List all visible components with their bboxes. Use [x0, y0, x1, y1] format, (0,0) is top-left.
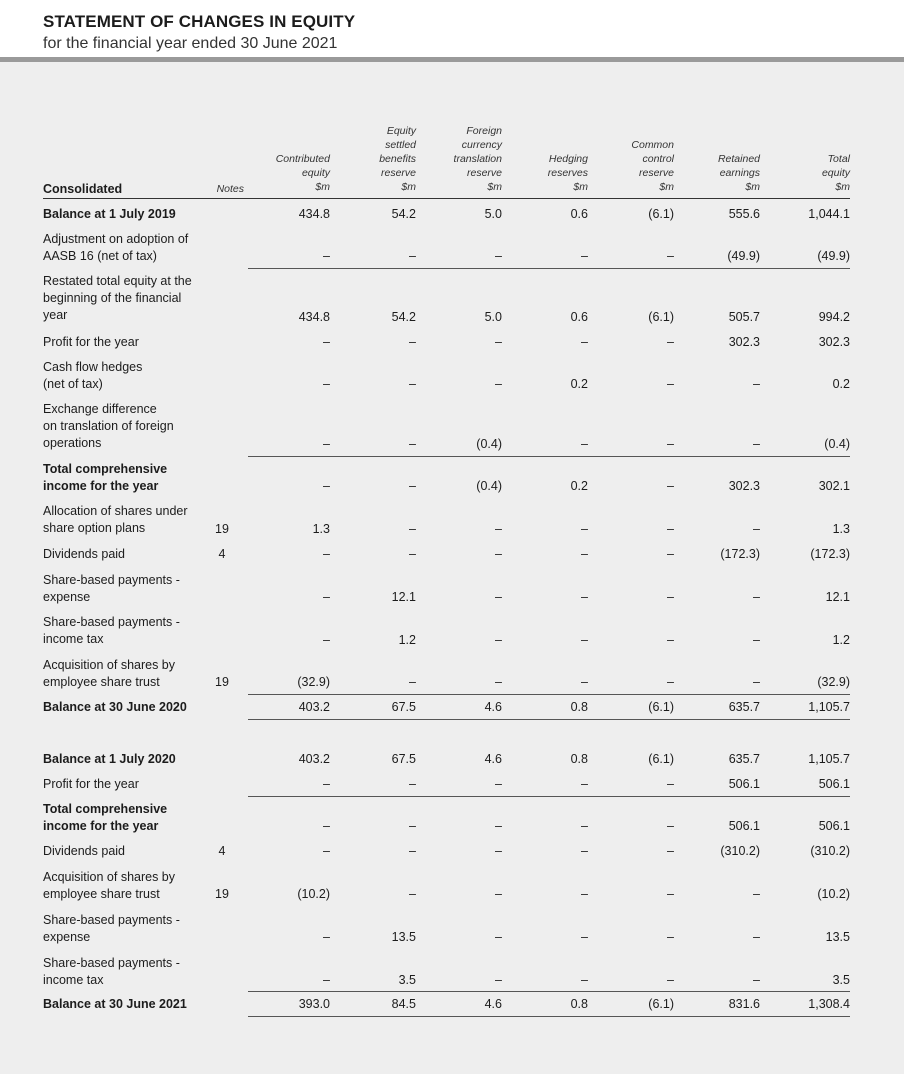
cell: 505.7: [728, 310, 760, 324]
cell: –: [323, 930, 330, 944]
header-notes: Notes: [216, 183, 244, 195]
cell: 506.1: [728, 819, 760, 833]
cell: –: [581, 437, 588, 451]
cell: 1.3: [312, 522, 330, 536]
cell: –: [753, 930, 760, 944]
header-foreign-currency-translation-reserve: Foreign currency translation reserve $m: [453, 125, 502, 193]
cell: 5.0: [484, 310, 502, 324]
cell: 302.1: [818, 479, 850, 493]
cell: 302.3: [818, 335, 850, 349]
cell: –: [409, 887, 416, 901]
cell: –: [753, 675, 760, 689]
cell: (0.4): [476, 437, 502, 451]
cell: –: [667, 819, 674, 833]
cell: –: [495, 522, 502, 536]
cell: 1,044.1: [808, 207, 850, 221]
cell: –: [495, 930, 502, 944]
cell: 1,105.7: [808, 700, 850, 714]
header-retained-earnings: Retained earnings $m: [717, 153, 760, 193]
cell: 0.6: [570, 310, 588, 324]
row-label: Share-based payments - expense: [43, 573, 180, 604]
cell: 434.8: [298, 207, 330, 221]
cell: –: [409, 377, 416, 391]
cell: –: [409, 547, 416, 561]
row-note: 4: [218, 844, 226, 858]
cell: 54.2: [391, 310, 416, 324]
cell: –: [323, 633, 330, 647]
row-label: Profit for the year: [43, 777, 139, 791]
cell: –: [495, 590, 502, 604]
cell: 3.5: [398, 973, 416, 987]
cell: –: [323, 547, 330, 561]
cell: –: [667, 377, 674, 391]
cell: –: [581, 590, 588, 604]
cell: –: [667, 249, 674, 263]
cell: 13.5: [825, 930, 850, 944]
cell: 635.7: [728, 700, 760, 714]
cell: –: [581, 249, 588, 263]
cell: 0.8: [570, 997, 588, 1011]
row-note: 19: [215, 522, 229, 536]
cell: –: [667, 522, 674, 536]
cell: –: [323, 377, 330, 391]
cell: –: [753, 522, 760, 536]
cell: (49.9): [727, 249, 760, 263]
cell: 0.2: [570, 479, 588, 493]
cell: 831.6: [728, 997, 760, 1011]
row-label: Acquisition of shares by employee share trust: [43, 658, 176, 689]
cell: –: [323, 819, 330, 833]
row-label: Balance at 1 July 2019: [43, 207, 176, 221]
cell: 4.6: [484, 997, 502, 1011]
cell: –: [753, 633, 760, 647]
header-hedging-reserves: Hedging reserves $m: [547, 153, 588, 193]
cell: –: [323, 777, 330, 791]
cell: (172.3): [810, 547, 850, 561]
row-label: Share-based payments - income tax: [43, 615, 180, 646]
cell: –: [667, 335, 674, 349]
cell: 506.1: [818, 819, 850, 833]
cell: –: [753, 973, 760, 987]
header-divider: [43, 198, 850, 199]
row-divider: [248, 796, 850, 797]
cell: 12.1: [391, 590, 416, 604]
cell: –: [409, 675, 416, 689]
cell: 0.8: [570, 700, 588, 714]
cell: 84.5: [391, 997, 416, 1011]
row-label: Profit for the year: [43, 335, 139, 349]
cell: 67.5: [391, 752, 416, 766]
cell: –: [409, 777, 416, 791]
cell: –: [581, 335, 588, 349]
cell: –: [667, 887, 674, 901]
row-label: Restated total equity at the beginning of the financial year: [43, 274, 192, 322]
cell: 0.6: [570, 207, 588, 221]
cell: 5.0: [484, 207, 502, 221]
cell: –: [409, 819, 416, 833]
cell: –: [753, 377, 760, 391]
cell: –: [753, 437, 760, 451]
cell: 1,105.7: [808, 752, 850, 766]
cell: –: [667, 437, 674, 451]
cell: 1.2: [832, 633, 850, 647]
cell: 555.6: [728, 207, 760, 221]
cell: –: [581, 887, 588, 901]
cell: –: [667, 590, 674, 604]
cell: –: [667, 479, 674, 493]
row-label: Balance at 30 June 2021: [43, 997, 187, 1011]
cell: (0.4): [476, 479, 502, 493]
cell: –: [581, 547, 588, 561]
cell: (6.1): [648, 700, 674, 714]
cell: –: [323, 844, 330, 858]
row-label: Balance at 30 June 2020: [43, 700, 187, 714]
cell: 434.8: [298, 310, 330, 324]
cell: 13.5: [391, 930, 416, 944]
cell: –: [409, 522, 416, 536]
cell: (10.2): [817, 887, 850, 901]
cell: (0.4): [824, 437, 850, 451]
cell: (172.3): [720, 547, 760, 561]
cell: –: [667, 547, 674, 561]
cell: –: [409, 335, 416, 349]
row-label: Acquisition of shares by employee share trust: [43, 870, 176, 901]
header-contributed-equity: Contributed equity $m: [275, 153, 330, 193]
cell: 0.2: [570, 377, 588, 391]
row-label: Share-based payments - expense: [43, 913, 180, 944]
row-label: Cash flow hedges (net of tax): [43, 360, 143, 391]
cell: –: [323, 973, 330, 987]
header-equity-settled-benefits-reserve: Equity settled benefits reserve $m: [379, 125, 416, 193]
row-divider: [248, 719, 850, 720]
cell: 3.5: [832, 973, 850, 987]
row-label: Share-based payments - income tax: [43, 956, 180, 987]
row-label: Dividends paid: [43, 547, 125, 561]
cell: 506.1: [818, 777, 850, 791]
row-label: Total comprehensive income for the year: [43, 802, 168, 833]
cell: –: [581, 819, 588, 833]
cell: –: [667, 777, 674, 791]
cell: –: [409, 437, 416, 451]
cell: –: [667, 930, 674, 944]
cell: 403.2: [298, 700, 330, 714]
cell: 302.3: [728, 479, 760, 493]
cell: 4.6: [484, 752, 502, 766]
row-note: 4: [218, 547, 226, 561]
row-note: 19: [215, 675, 229, 689]
cell: –: [495, 777, 502, 791]
cell: –: [581, 522, 588, 536]
row-divider: [248, 991, 850, 992]
cell: 54.2: [391, 207, 416, 221]
row-divider: [248, 1016, 850, 1017]
cell: –: [495, 249, 502, 263]
cell: –: [495, 675, 502, 689]
row-label: Dividends paid: [43, 844, 125, 858]
cell: –: [495, 377, 502, 391]
cell: –: [323, 437, 330, 451]
cell: 393.0: [298, 997, 330, 1011]
cell: (49.9): [817, 249, 850, 263]
cell: –: [495, 887, 502, 901]
cell: (10.2): [297, 887, 330, 901]
cell: 4.6: [484, 700, 502, 714]
cell: –: [581, 973, 588, 987]
cell: (32.9): [817, 675, 850, 689]
cell: 1.3: [832, 522, 850, 536]
cell: –: [409, 479, 416, 493]
cell: –: [753, 887, 760, 901]
cell: –: [495, 844, 502, 858]
cell: (6.1): [648, 997, 674, 1011]
row-note: 19: [215, 887, 229, 901]
cell: –: [323, 335, 330, 349]
cell: –: [323, 249, 330, 263]
cell: –: [581, 930, 588, 944]
cell: 994.2: [818, 310, 850, 324]
cell: (32.9): [297, 675, 330, 689]
cell: 1,308.4: [808, 997, 850, 1011]
row-label: Exchange difference on translation of foreign operations: [43, 402, 174, 450]
cell: –: [495, 547, 502, 561]
cell: –: [581, 844, 588, 858]
cell: 506.1: [728, 777, 760, 791]
cell: –: [323, 479, 330, 493]
cell: –: [323, 590, 330, 604]
cell: –: [667, 973, 674, 987]
cell: –: [581, 633, 588, 647]
row-divider: [248, 268, 850, 269]
cell: –: [667, 633, 674, 647]
cell: –: [581, 777, 588, 791]
cell: (310.2): [720, 844, 760, 858]
row-label: Total comprehensive income for the year: [43, 462, 168, 493]
cell: (6.1): [648, 310, 674, 324]
cell: 635.7: [728, 752, 760, 766]
header-total-equity: Total equity $m: [821, 153, 850, 193]
cell: (310.2): [810, 844, 850, 858]
cell: –: [495, 973, 502, 987]
cell: –: [667, 844, 674, 858]
cell: (6.1): [648, 752, 674, 766]
cell: 1.2: [398, 633, 416, 647]
row-label: Allocation of shares under share option plans: [43, 504, 188, 535]
statement-title: STATEMENT OF CHANGES IN EQUITY: [43, 12, 356, 31]
cell: –: [409, 249, 416, 263]
row-label: Balance at 1 July 2020: [43, 752, 176, 766]
cell: –: [409, 844, 416, 858]
cell: –: [495, 335, 502, 349]
cell: 67.5: [391, 700, 416, 714]
cell: –: [495, 819, 502, 833]
cell: –: [667, 675, 674, 689]
cell: –: [495, 633, 502, 647]
cell: 0.2: [832, 377, 850, 391]
row-divider: [248, 456, 850, 457]
cell: –: [581, 675, 588, 689]
row-label: Adjustment on adoption of AASB 16 (net of tax): [43, 232, 189, 263]
header-common-control-reserve: Common control reserve $m: [631, 139, 674, 193]
cell: 12.1: [825, 590, 850, 604]
statement-subtitle: for the financial year ended 30 June 2021: [43, 35, 338, 52]
header-consolidated: Consolidated: [43, 182, 123, 196]
cell: –: [753, 590, 760, 604]
cell: 0.8: [570, 752, 588, 766]
cell: (6.1): [648, 207, 674, 221]
cell: 302.3: [728, 335, 760, 349]
cell: 403.2: [298, 752, 330, 766]
row-divider: [248, 694, 850, 695]
